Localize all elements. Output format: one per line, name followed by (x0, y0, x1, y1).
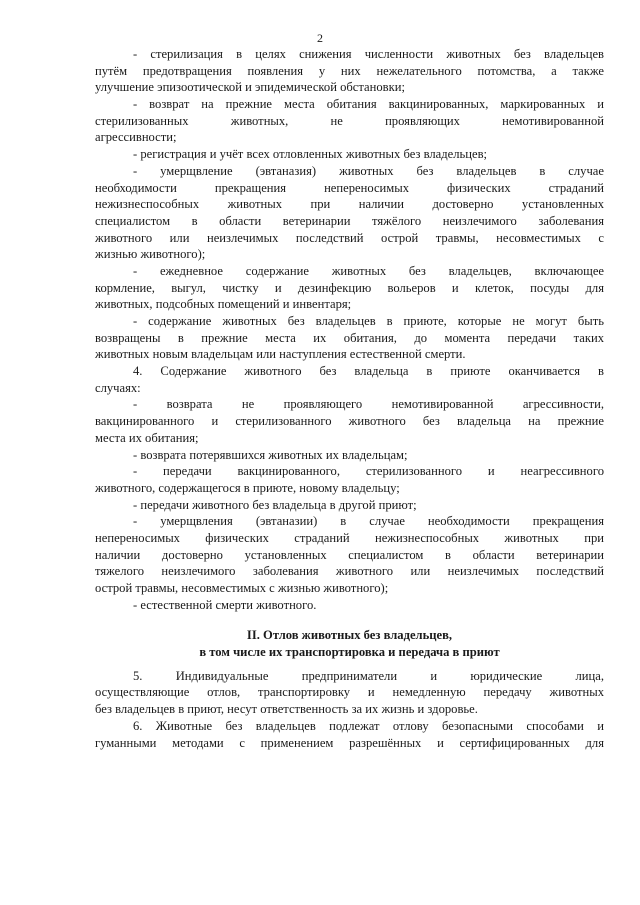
text-line: жизнью животного); (95, 247, 206, 262)
text-line: животного, содержащегося в приюте, новому владельцу; (95, 480, 400, 495)
text-line: агрессивности; (95, 130, 177, 145)
text-line: 6. Животные без владельцев подлежат отлову безопасными способами и (133, 718, 604, 733)
text-line: - регистрация и учёт всех отловленных животных без владельцев; (133, 147, 488, 162)
text-line: - содержание животных без владельцев в приюте, которые не могут быть (133, 314, 604, 328)
document-body (95, 46, 604, 751)
text-line: - возврат на прежние места обитания вакцинированных, маркированных и (133, 97, 604, 112)
text-line: - возврата не проявляющего немотивированной агрессивности, (133, 397, 604, 412)
text-line: - естественной смерти животного. (133, 597, 317, 612)
text-line: - передачи вакцинированного, стерилизованного и неагрессивного (133, 464, 604, 479)
paragraph-gap (95, 661, 604, 668)
page-number: 2 (317, 31, 323, 45)
text-line: возвращены в прежние места их обитания, до момента передачи таких (95, 330, 604, 345)
text-line: - ежедневное содержание животных без владельцев, включающее (133, 263, 604, 278)
text-line: места их обитания; (95, 430, 199, 445)
text-line: животного или неизлечимых последствий острой травмы, несовместимых с (95, 230, 604, 245)
text-line: стерилизованных животных, не проявляющих немотивированной (95, 113, 604, 128)
text-line: непереносимых физических страданий нежизнеспособных животных при (95, 530, 604, 545)
text-line: наличии достоверно установленных специалистом в области ветеринарии (95, 547, 604, 562)
text-line: гуманными методами с применением разрешённых и сертифицированных для (95, 735, 604, 750)
text-line: - передачи животного без владельца в другой приют; (133, 497, 417, 512)
text-line: животных новым владельцам или наступления естественной смерти. (95, 347, 466, 362)
text-line: нежизнеспособных животных при наличии достоверно установленных (95, 197, 604, 212)
section-heading-line: II. Отлов животных без владельцев, (246, 628, 453, 643)
text-line: необходимости прекращения непереносимых физических страданий (95, 180, 604, 195)
text-line: животных, подсобных помещений и инвентаря; (95, 297, 352, 312)
text-line: путём предотвращения появления у них нежелательного потомства, а также (95, 63, 604, 78)
text-line: осуществляющие отлов, транспортировку и немедленную передачу животных (95, 685, 604, 700)
text-line: улучшение эпизоотической и эпидемической обстановки; (95, 80, 405, 95)
text-line: 5. Индивидуальные предприниматели и юридические лица, (133, 668, 604, 683)
text-line: - умерщвления (эвтаназии) в случае необходимости прекращения (133, 514, 604, 529)
text-line: вакцинированного и стерилизованного животного без владельца на прежние (95, 414, 604, 429)
paragraph-gap (95, 613, 604, 627)
text-line: кормление, выгул, чистку и дезинфекцию вольеров и клеток, посуды для (95, 280, 604, 295)
text-line: - стерилизация в целях снижения численности животных без владельцев (133, 47, 604, 61)
text-line: - умерщвление (эвтаназия) животных без владельцев в случае (133, 163, 604, 178)
text-line: острой травмы, несовместимых с жизнью животного); (95, 581, 389, 595)
text-line: тяжелого неизлечимого заболевания животного или неизлечимых последствий (95, 564, 604, 579)
text-line: 4. Содержание животного без владельца в приюте оканчивается в (133, 364, 604, 379)
text-line: случаях: (95, 380, 141, 395)
text-line: - возврата потерявшихся животных их владельцам; (133, 447, 408, 462)
text-line: без владельцев в приют, несут ответственность за их жизнь и здоровье. (95, 702, 478, 717)
text-line: специалистом в области ветеринарии тяжёлого неизлечимого заболевания (95, 213, 604, 228)
section-heading-line: в том числе их транспортировка и передача в приют (199, 645, 500, 660)
